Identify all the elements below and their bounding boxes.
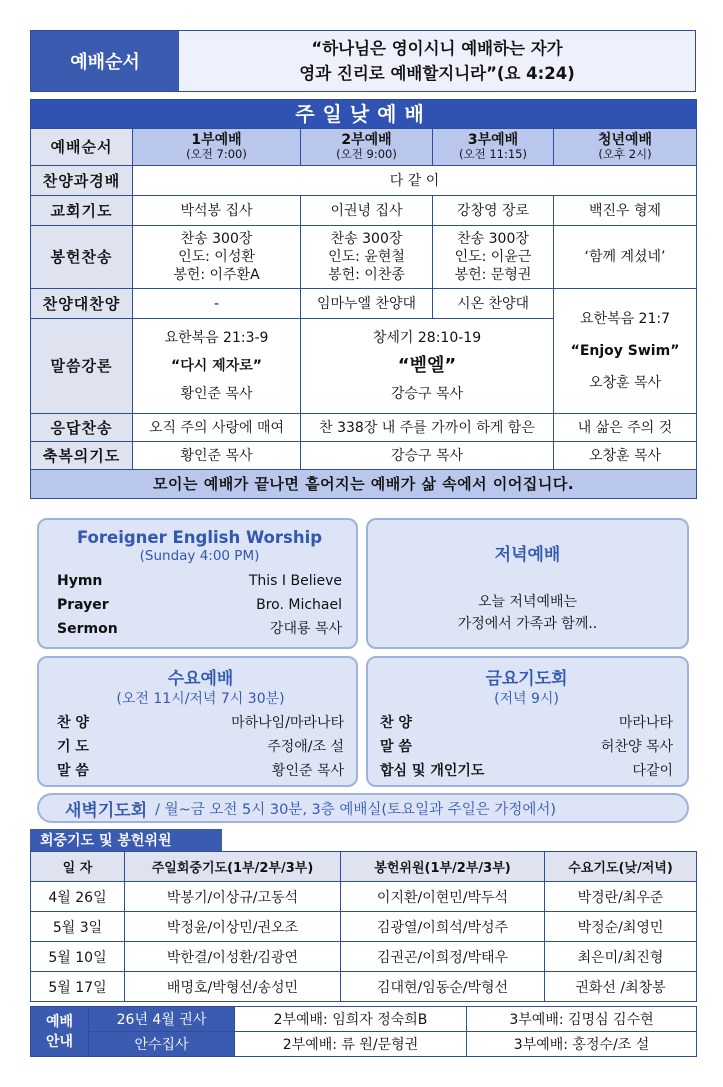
sermon-youth: 요한복음 21:7 “Enjoy Swim” 오창훈 목사: [554, 289, 697, 414]
service-1: 1부예배 (오전 7:00): [133, 129, 301, 166]
worship-notice-table: [30, 1006, 697, 1057]
prayer-label: 교회기도: [31, 196, 133, 226]
duty-header-sunday-prayer: 주일회중기도(1부/2부/3부): [125, 852, 341, 882]
duty-wednesday-prayer: 최은미/최진형: [545, 942, 697, 972]
duty-header-date: 일 자: [31, 852, 125, 882]
evening-worship-panel: [366, 518, 689, 649]
notice-row1-third: 3부예배: 김명심 김수현: [467, 1007, 697, 1032]
wednesday-row-sermon: 말 씀 황인준 목사: [57, 763, 344, 779]
foreigner-row-sermon: Sermon 강대룡 목사: [57, 621, 342, 637]
praise-value: 다 같 이: [133, 166, 697, 196]
offering-2: 찬송 300장 인도: 윤현철 봉헌: 이찬종: [301, 226, 433, 289]
offering-3: 찬송 300장 인도: 이윤근 봉헌: 문형권: [433, 226, 554, 289]
notice-row1-second: 2부예배: 임희자 정숙희B: [235, 1007, 467, 1032]
choir-2: 임마누엘 찬양대: [301, 289, 433, 319]
wednesday-worship-panel: [37, 656, 358, 787]
foreigner-row-prayer: Prayer Bro. Michael: [57, 597, 342, 613]
table-row: [31, 912, 697, 942]
service-2: 2부예배 (오전 9:00): [301, 129, 433, 166]
friday-time: (저녁 9시): [494, 691, 559, 707]
foreigner-worship-panel: [37, 518, 358, 649]
response-youth: 내 삶은 주의 것: [554, 414, 697, 442]
duty-sunday-prayer: 박정윤/이상민/권오조: [125, 912, 341, 942]
notice-label: 예배 안내: [31, 1007, 89, 1057]
order-label: 예배순서: [31, 129, 133, 166]
duty-title: 회중기도 및 봉헌위원: [30, 829, 222, 851]
foreigner-time: (Sunday 4:00 PM): [139, 548, 260, 564]
duty-offering: 김권곤/이희정/박태우: [341, 942, 545, 972]
duty-date: 4월 26일: [31, 882, 125, 912]
dawn-prayer-bar: [37, 793, 689, 823]
friday-row-sermon: 말 씀 허찬양 목사: [380, 739, 673, 755]
duty-date: 5월 17일: [31, 972, 125, 1002]
verse-line-1: “하나님은 영이시니 예배하는 자가: [311, 39, 563, 58]
wednesday-time: (오전 11시/저녁 7시 30분): [116, 691, 285, 707]
duty-header-offering: 봉헌위원(1부/2부/3부): [341, 852, 545, 882]
friday-title: 금요기도회: [485, 669, 568, 689]
foreigner-title: Foreigner English Worship: [76, 528, 323, 547]
header: [30, 30, 696, 92]
table-row: [31, 942, 697, 972]
dawn-detail: / 월~금 오전 5시 30분, 3층 예배실(토요일과 주일은 가정에서): [155, 801, 557, 818]
worship-order-table: [30, 99, 697, 499]
table-row: [31, 882, 697, 912]
duty-sunday-prayer: 박봉기/이상규/고동석: [125, 882, 341, 912]
header-label: 예배순서: [31, 31, 179, 91]
worship-footer: 모이는 예배가 끝나면 흩어지는 예배가 삶 속에서 이어집니다.: [31, 470, 697, 499]
prayer-2: 이권녕 집사: [301, 196, 433, 226]
friday-row-prayer: 합심 및 개인기도 다같이: [380, 763, 673, 779]
offering-1: 찬송 300장 인도: 이성환 봉헌: 이주환A: [133, 226, 301, 289]
dawn-title: 새벽기도회: [65, 800, 148, 821]
sunday-worship-band: 주일낮예배: [31, 100, 697, 129]
praise-label: 찬양과경배: [31, 166, 133, 196]
duty-offering: 김대현/임동순/박형선: [341, 972, 545, 1002]
response-1: 오직 주의 사랑에 매여: [133, 414, 301, 442]
notice-row2-second: 2부예배: 류 원/문형권: [235, 1032, 467, 1057]
duty-wednesday-prayer: 박경란/최우준: [545, 882, 697, 912]
duty-offering: 이지환/이현민/박두석: [341, 882, 545, 912]
verse-line-2: 영과 진리로 예배할지니라”(요 4:24): [299, 64, 575, 83]
wednesday-title: 수요예배: [167, 669, 234, 689]
benediction-label: 축복의기도: [31, 442, 133, 470]
evening-line-1: 오늘 저녁예배는: [477, 594, 578, 610]
duty-date: 5월 3일: [31, 912, 125, 942]
sermon-1: 요한복음 21:3-9 “다시 제자로” 황인준 목사: [133, 319, 301, 414]
benediction-1: 황인준 목사: [133, 442, 301, 470]
benediction-youth: 오창훈 목사: [554, 442, 697, 470]
evening-title: 저녁예배: [494, 545, 561, 565]
service-3: 3부예배 (오전 11:15): [433, 129, 554, 166]
offering-label: 봉헌찬송: [31, 226, 133, 289]
choir-label: 찬양대찬양: [31, 289, 133, 319]
table-row: [31, 972, 697, 1002]
evening-line-2: 가정에서 가족과 함께..: [457, 616, 598, 632]
choir-3: 시온 찬양대: [433, 289, 554, 319]
notice-row2-key: 안수집사: [89, 1032, 235, 1057]
duty-date: 5월 10일: [31, 942, 125, 972]
duty-wednesday-prayer: 박정순/최영민: [545, 912, 697, 942]
duty-offering: 김광열/이희석/박성주: [341, 912, 545, 942]
foreigner-row-hymn: Hymn This I Believe: [57, 573, 342, 589]
response-2-3: 찬 338장 내 주를 가까이 하게 함은: [301, 414, 554, 442]
duty-header-wednesday-prayer: 수요기도(낮/저녁): [545, 852, 697, 882]
duty-sunday-prayer: 박한결/이성환/김광연: [125, 942, 341, 972]
header-verse: [179, 31, 695, 91]
friday-row-praise: 찬 양 마라나타: [380, 715, 673, 731]
sermon-2-3: 창세기 28:10-19 “벧엘” 강승구 목사: [301, 319, 554, 414]
notice-row1-key: 26년 4월 권사: [89, 1007, 235, 1032]
wednesday-row-prayer: 기 도 주정애/조 설: [57, 739, 344, 755]
prayer-3: 강창영 장로: [433, 196, 554, 226]
response-label: 응답찬송: [31, 414, 133, 442]
benediction-2-3: 강승구 목사: [301, 442, 554, 470]
notice-row2-third: 3부예배: 홍정수/조 설: [467, 1032, 697, 1057]
service-youth: 청년예배 (오후 2시): [554, 129, 697, 166]
friday-prayer-panel: [366, 656, 689, 787]
duty-sunday-prayer: 배명호/박형선/송성민: [125, 972, 341, 1002]
duty-wednesday-prayer: 권화선 /최창봉: [545, 972, 697, 1002]
offering-youth: ‘함께 계셨네’: [554, 226, 697, 289]
prayer-1: 박석봉 집사: [133, 196, 301, 226]
choir-1: -: [133, 289, 301, 319]
prayer-youth: 백진우 형제: [554, 196, 697, 226]
wednesday-row-praise: 찬 양 마하나임/마라나타: [57, 715, 344, 731]
duty-table: [30, 851, 697, 1002]
sermon-label: 말씀강론: [31, 319, 133, 414]
